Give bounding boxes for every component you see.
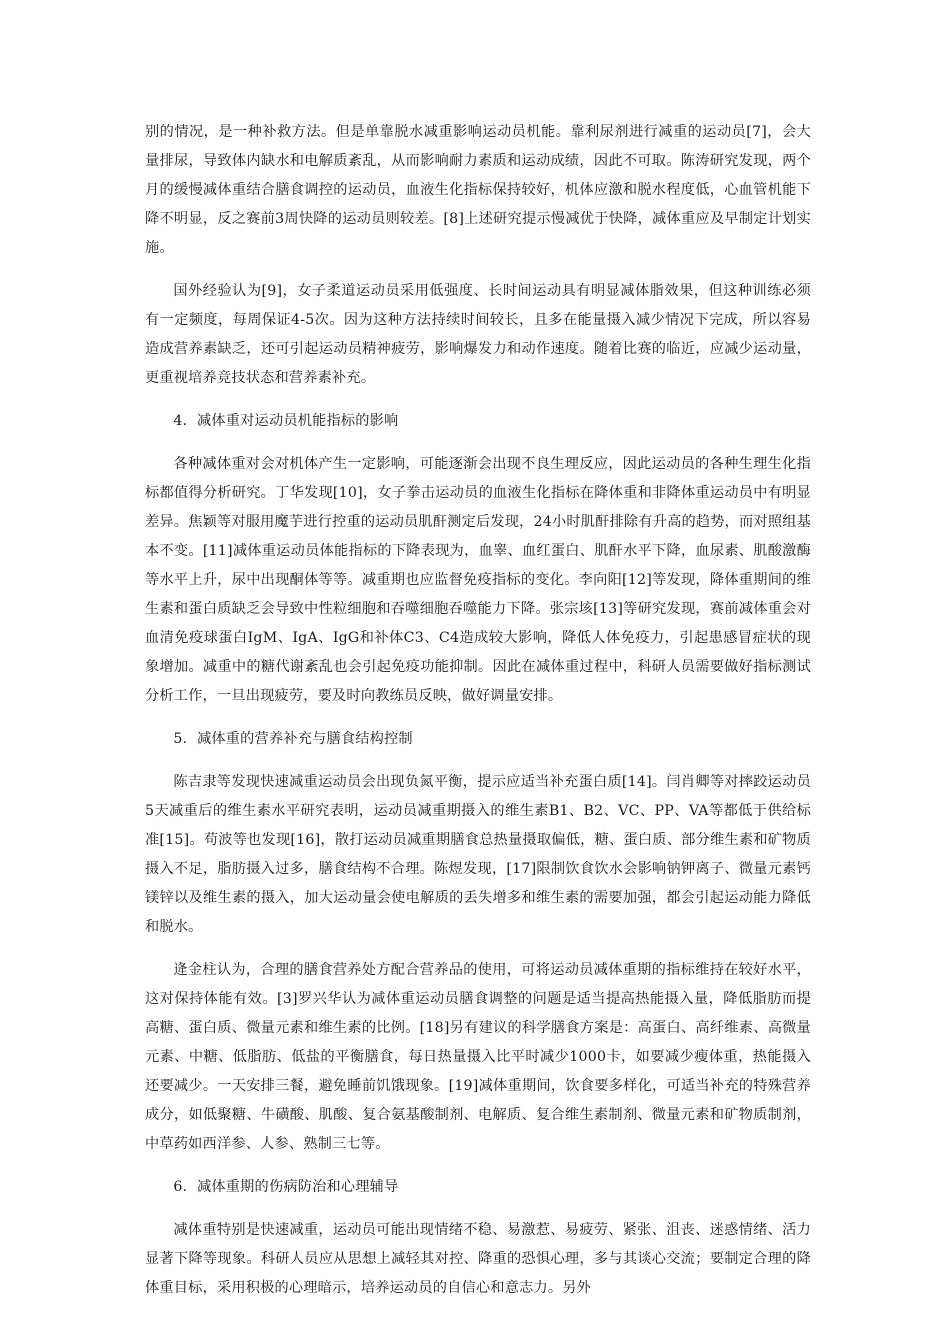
paragraph-foreign-experience: 国外经验认为[9]，女子柔道运动员采用低强度、长时间运动具有明显减体脂效果，但这种训练必须有一定频度，每周保证4-5次。因为这种方法持续时间较长，且多在能量摄入减少情况下完成，所以容易造成营养素缺乏，还可引起运动员精神疲劳，影响爆发力和动作速度。随着比赛的临近，应减少运动量，更重视培养竞技状态和营养素补充。 xyxy=(145,283,811,386)
section-heading-5: 5．减体重的营养补充与膳食结构控制 xyxy=(173,731,413,747)
section-heading-6: 6．减体重期的伤病防治和心理辅导 xyxy=(173,1179,399,1195)
paragraph-function-indicators: 各种减体重对会对机体产生一定影响，可能逐渐会出现不良生理反应，因此运动员的各种生理生化指标都值得分析研究。丁华发现[10]，女子拳击运动员的血液生化指标在降体重和非降体重运动员中有明显差异。焦颖等对服用魔芋进行控重的运动员肌酐测定后发现，24小时肌酐排除有升高的趋势，而对照组基本不变。[11]减体重运动员体能指标的下降表现为，血睾、血红蛋白、肌酐水平下降，血尿素、肌酸激酶等水平上升，尿中出现酮体等等。减重期也应监督免疫指标的变化。李向阳[12]等发现，降体重期间的维生素和蛋白质缺乏会导致中性粒细胞和吞噬细胞吞噬能力下降。张宗垓[13]等研究发现，赛前减体重会对血清免疫球蛋白IgM、IgA、IgG和补体C3、C4造成较大影响，降低人体免疫力，引起患感冒症状的现象增加。减重中的糖代谢紊乱也会引起免疫功能抑制。因此在减体重过程中，科研人员需要做好指标测试分析工作，一旦出现疲劳，要及时向教练员反映，做好调量安排。 xyxy=(145,456,811,704)
paragraph-psychology: 减体重特别是快速减重，运动员可能出现情绪不稳、易激惹、易疲劳、紧张、沮丧、迷惑情绪、活力显著下降等现象。科研人员应从思想上减轻其对控、降重的恐惧心理，多与其谈心交流；要制定合理的降体重目标，采用积极的心理暗示，培养运动员的自信心和意志力。另外 xyxy=(145,1222,811,1296)
section-heading-4: 4．减体重对运动员机能指标的影响 xyxy=(173,413,399,429)
paragraph-nutrition-1: 陈吉隶等发现快速减重运动员会出现负氮平衡，提示应适当补充蛋白质[14]。闫肖卿等对摔跤运动员5天减重后的维生素水平研究表明，运动员减重期摄入的维生素B1、B2、VC、PP、VA等都低于供给标准[15]。苟波等也发现[16]，散打运动员减重期膳食总热量摄取偏低，糖、蛋白质、部分维生素和矿物质摄入不足，脂肪摄入过多，膳食结构不合理。陈煜发现，[17]限制饮食饮水会影响钠钾离子、微量元素钙镁锌以及维生素的摄入，加大运动量会使电解质的丢失增多和维生素的需要加强，都会引起运动能力降低和脱水。 xyxy=(145,774,811,935)
document-page xyxy=(145,118,811,1317)
paragraph-continuation: 别的情况，是一种补救方法。但是单靠脱水减重影响运动员机能。靠利尿剂进行减重的运动员[7]，会大量排尿，导致体内缺水和电解质紊乱，从而影响耐力素质和运动成绩，因此不可取。陈涛研究发现，两个月的缓慢减体重结合膳食调控的运动员，血液生化指标保持较好，机体应激和脱水程度低，心血管机能下降不明显，反之赛前3周快降的运动员则较差。[8]上述研究提示慢减优于快降，减体重应及早制定计划实施。 xyxy=(145,124,811,256)
paragraph-nutrition-2: 逄金柱认为，合理的膳食营养处方配合营养品的使用，可将运动员减体重期的指标维持在较好水平，这对保持体能有效。[3]罗兴华认为减体重运动员膳食调整的问题是适当提高热能摄入量，降低脂肪而提高糖、蛋白质、微量元素和维生素的比例。[18]另有建议的科学膳食方案是：高蛋白、高纤维素、高微量元素、中糖、低脂肪、低盐的平衡膳食，每日热量摄入比平时减少1000卡，如要减少瘦体重，热能摄入还要减少。一天安排三餐，避免睡前饥饿现象。[19]减体重期间，饮食要多样化，可适当补充的特殊营养成分，如低聚糖、牛磺酸、肌酸、复合氨基酸制剂、电解质、复合维生素制剂、微量元素和矿物质制剂，中草药如西洋参、人参、熟制三七等。 xyxy=(145,962,811,1152)
